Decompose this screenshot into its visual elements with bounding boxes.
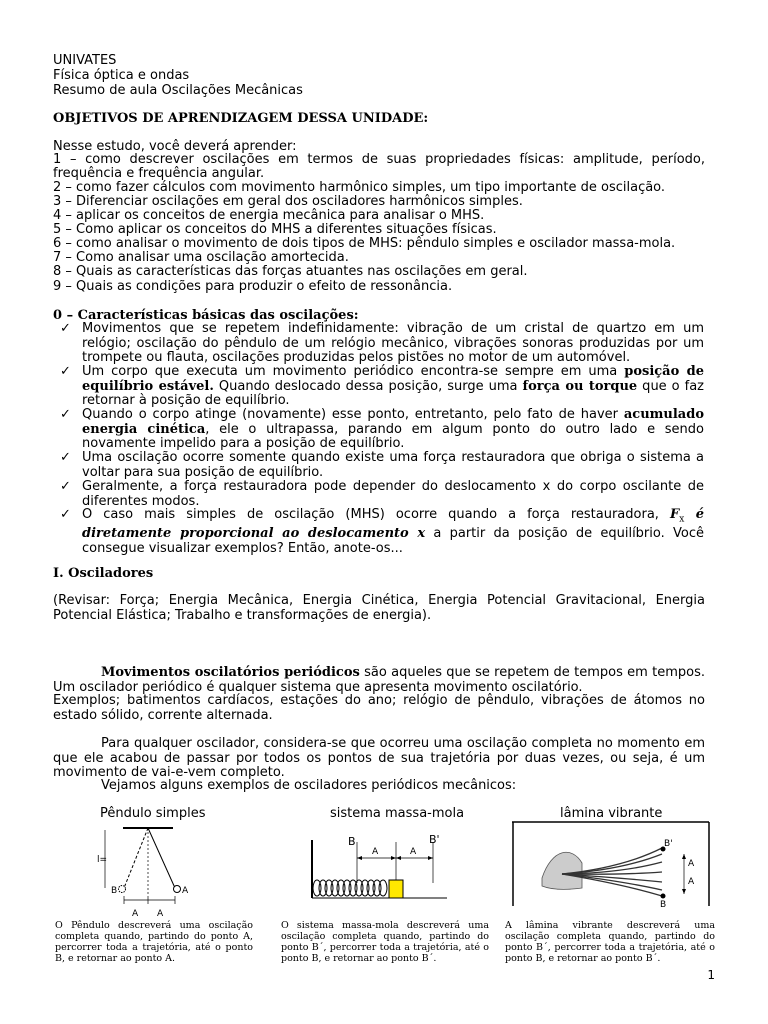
bullet-text: Geralmente, a força restauradora pode depender do deslocamento x do corpo oscilante de diferentes modos. xyxy=(82,479,704,509)
objective-item: 7 – Como analisar uma oscilação amortecida. xyxy=(53,250,349,265)
objective-item: 6 – como analisar o movimento de dois tipos de MHS: pêndulo simples e oscilador massa-mola. xyxy=(53,236,676,251)
paragraph-examples: Exemplos; batimentos cardíacos, estações do ano; relógio de pêndulo, vibrações de átomos no estado sólido, corrente alternada. xyxy=(53,693,705,723)
blade-tip-b xyxy=(661,894,666,899)
checkmark-icon: ✓ xyxy=(60,479,71,494)
section-i-title: I. Osciladores xyxy=(53,566,154,581)
arrowhead xyxy=(391,856,396,860)
bullet-emphasis: acumulado energia cinética xyxy=(82,407,704,437)
arrowhead xyxy=(682,889,686,894)
paragraph-periodic xyxy=(53,666,705,695)
arrowhead xyxy=(357,856,362,860)
bullet-text: que o faz retornar à posição de equilíbrio. xyxy=(82,378,704,408)
objective-item: 9 – Quais as condições para produzir o efeito de ressonância. xyxy=(53,279,453,294)
point-b-prime-label: B' xyxy=(664,839,673,849)
course-name: Física óptica e ondas xyxy=(53,68,190,83)
bullet-item xyxy=(60,321,704,366)
force-subscript: x xyxy=(679,514,685,525)
bullet-item xyxy=(60,507,704,556)
checkmark-icon: ✓ xyxy=(60,507,71,522)
bullet-text: Um corpo que executa um movimento periódico encontra-se sempre em uma xyxy=(82,364,625,379)
paragraph-complete-oscillation xyxy=(53,737,705,781)
mass-block xyxy=(389,880,403,898)
arrowhead xyxy=(428,856,433,860)
point-b-prime-label: B' xyxy=(429,833,440,846)
arrowhead xyxy=(396,856,401,860)
objective-item: 8 – Quais as características das forças atuantes nas oscilações em geral. xyxy=(53,264,528,279)
amplitude-label: A xyxy=(410,847,417,857)
arrowhead xyxy=(682,854,686,859)
point-a-label: A xyxy=(182,886,189,896)
vibrating-blade-diagram xyxy=(512,818,716,910)
institution: UNIVATES xyxy=(53,53,117,68)
bullet-text: Quando o corpo atinge (novamente) esse ponto, entretanto, pelo fato de haver xyxy=(82,407,624,422)
force-symbol: F xyxy=(669,507,680,522)
blade-caption: A lâmina vibrante descreverá uma oscilação completa quando, partindo do ponto B´, percorrer toda a trajetória, até o ponto B, e retornar ao ponto B´. xyxy=(505,920,715,964)
bullet-text: a partir da posição de equilíbrio. Você consegue visualizar exemplos? Então, anote-os... xyxy=(82,526,704,556)
objective-item: 5 – Como aplicar os conceitos do MHS a diferentes situações físicas. xyxy=(53,222,497,237)
displacement-symbol: x xyxy=(417,526,426,542)
amplitude-label: A xyxy=(688,859,695,869)
paragraph-examples-intro: Vejamos alguns exemplos de osciladores periódicos mecânicos: xyxy=(101,778,517,793)
pendulum-bob-a xyxy=(174,886,181,893)
blade-title: lâmina vibrante xyxy=(560,806,663,821)
spring xyxy=(313,880,387,896)
bullet-item xyxy=(60,479,704,509)
bullet-text: Uma oscilação ocorre somente quando existe uma força restauradora que obriga o sistema a voltar para sua posição de equilíbrio. xyxy=(82,450,704,480)
checkmark-icon: ✓ xyxy=(60,450,71,465)
amplitude-label: A xyxy=(688,877,695,887)
bullet-item xyxy=(60,407,704,452)
bullet-text: , ele o ultrapassa, parando em algum ponto do outro lado e sendo novamente impelido para a posição de equilíbrio. xyxy=(82,421,704,451)
pendulum-caption: O Pêndulo descreverá uma oscilação completa quando, partindo do ponto A, percorrer toda a trajetória, até o ponto B, e retornar ao ponto A. xyxy=(55,920,253,964)
pendulum-diagram xyxy=(95,820,200,920)
review-note: (Revisar: Força; Energia Mecânica, Energia Cinética, Energia Potencial Gravitacional, Energia Potencial Elástica; Trabalho e transformações de energia). xyxy=(53,593,705,623)
bullet-item xyxy=(60,364,704,409)
checkmark-icon: ✓ xyxy=(60,407,71,422)
point-b-label: B xyxy=(111,886,118,896)
spring-mass-diagram xyxy=(305,828,455,903)
objective-item: 3 – Diferenciar oscilações em geral dos osciladores harmônicos simples. xyxy=(53,194,523,209)
page-number: 1 xyxy=(707,968,715,982)
lecture-summary: Resumo de aula Oscilações Mecânicas xyxy=(53,83,303,98)
bullet-emphasis: força ou torque xyxy=(522,378,638,394)
section-0-title: 0 – Características básicas das oscilações: xyxy=(53,308,359,323)
pendulum-bob-b xyxy=(119,886,126,893)
spring-mass-title: sistema massa-mola xyxy=(330,806,465,821)
objectives-intro: Nesse estudo, você deverá aprender: xyxy=(53,139,297,154)
bullet-text: Movimentos que se repetem indefinidamente: vibração de um cristal de quartzo em um relógio; oscilação do pêndulo de um relógio mecânico, vibrações sonoras produzidas por um trompete ou flauta, oscilações produzidas pelos pistões no motor de um automóvel. xyxy=(82,321,704,365)
objectives-title: OBJETIVOS DE APRENDIZAGEM DESSA UNIDADE: xyxy=(53,111,429,126)
objective-item: 2 – como fazer cálculos com movimento harmônico simples, um tipo importante de oscilação. xyxy=(53,180,666,195)
pendulum-string-a xyxy=(148,828,175,888)
objective-item: 1 – como descrever oscilações em termos de suas propriedades físicas: amplitude, período, frequência e frequência angular. xyxy=(53,152,705,182)
point-b-label: B xyxy=(660,900,667,910)
paragraph-emphasis: Movimentos oscilatórios periódicos xyxy=(101,665,360,680)
length-label: l= xyxy=(97,855,108,865)
amplitude-label: A xyxy=(372,847,379,857)
bullet-text: Quando deslocado dessa posição, surge uma xyxy=(213,378,523,394)
hand-icon xyxy=(542,852,582,889)
spring-mass-caption: O sistema massa-mola descreverá uma oscilação completa quando, partindo do ponto B´, percorrer toda a trajetória, até o ponto B, e retornar ao ponto B´. xyxy=(281,920,489,964)
amplitude-label: A xyxy=(157,909,164,919)
pendulum-title: Pêndulo simples xyxy=(100,806,206,821)
checkmark-icon: ✓ xyxy=(60,364,71,379)
paragraph-text: são aqueles que se repetem de tempos em tempos. Um oscilador periódico é qualquer sistema que apresenta movimento oscilatório. xyxy=(53,665,705,695)
objective-item: 4 – aplicar os conceitos de energia mecânica para analisar o MHS. xyxy=(53,208,485,223)
bullet-text: O caso mais simples de oscilação (MHS) ocorre quando a força restauradora, xyxy=(82,507,670,522)
point-b-label: B xyxy=(348,835,356,848)
checkmark-icon: ✓ xyxy=(60,321,71,336)
paragraph-text: Para qualquer oscilador, considera-se que ocorreu uma oscilação completa no momento em que ele acabou de passar por todos os pontos de sua trajetória por duas vezes, ou seja, é um movimento de vai-e-vem completo. xyxy=(53,736,705,780)
bullet-item xyxy=(60,450,704,480)
bullet-emphasis: posição de equilíbrio estável. xyxy=(82,364,704,394)
bullet-emphasis: é diretamente proporcional ao deslocamento xyxy=(82,507,704,542)
pendulum-string-b xyxy=(124,828,148,888)
amplitude-label: A xyxy=(132,909,139,919)
